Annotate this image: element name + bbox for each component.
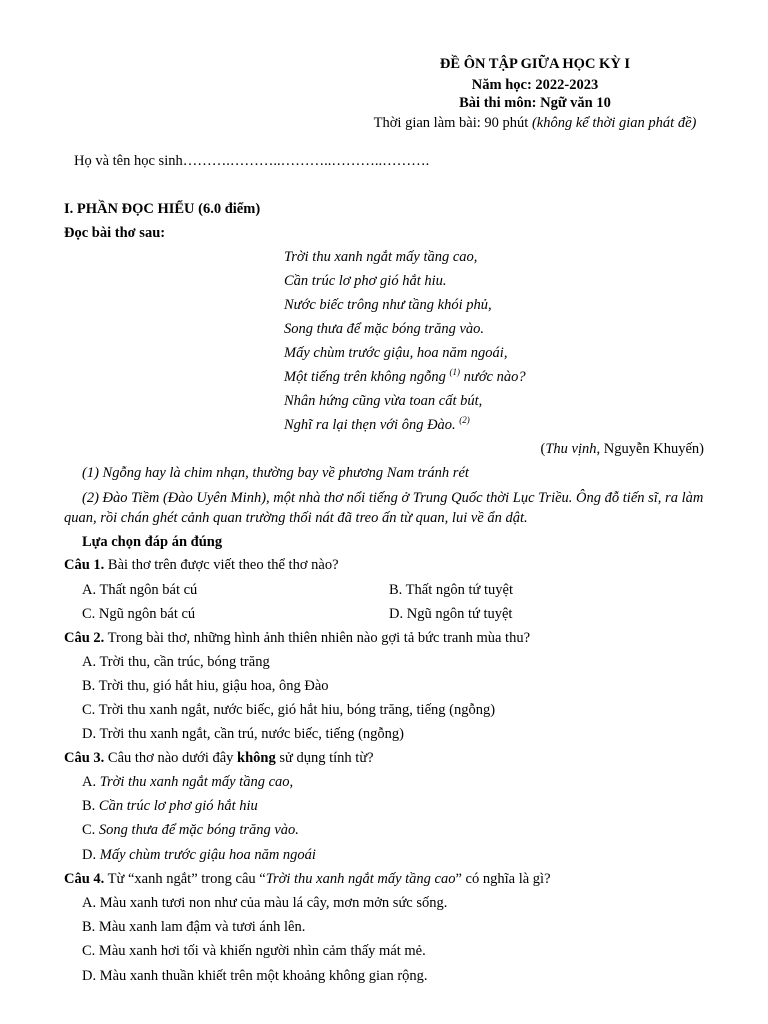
question-2-label: Câu 2. [64,630,105,646]
question-4-text-b: ” có nghĩa là gì? [455,871,551,887]
q2-option-c: C. Trời thu xanh ngắt, nước biếc, gió hắt hiu, bóng trăng, tiếng (ngỗng) [82,702,496,718]
question-2 [64,629,530,647]
poem-line-6-text-a: Một tiếng trên không ngỗng [284,369,450,385]
poem-line-8 [284,416,470,434]
q2-option-d: D. Trời thu xanh ngắt, cần trú, nước biếc, tiếng (ngỗng) [82,726,405,742]
poem-line-4: Song thưa để mặc bóng trăng vào. [284,321,485,337]
poem-line-6-text-b: nước nào? [460,369,526,385]
question-1 [64,556,339,574]
footnote-1: (1) Ngỗng hay là chim nhạn, thường bay về phương Nam tránh rét [82,465,469,481]
poem-line-7: Nhân hứng cũng vừa toan cất bút, [284,393,483,409]
poem-line-3: Nước biếc trông như tầng khói phủ, [284,297,492,313]
question-3-text-b: sử dụng tính từ? [275,750,374,766]
question-4-label: Câu 4. [64,871,105,887]
poem-line-5: Mấy chùm trước giậu, hoa năm ngoái, [284,345,508,361]
question-4-text-a: Từ “xanh ngắt” trong câu “ [104,871,266,887]
q3-option-b [82,797,258,815]
poem-line-8-text: Nghĩ ra lại thẹn với ông Đào. [284,417,460,433]
student-name-line: Họ và tên học sinh……….………..………..………..………. [74,153,430,169]
question-4 [64,870,551,888]
q3-option-a-letter: A. [82,774,100,790]
question-3-label: Câu 3. [64,750,105,766]
q4-option-a: A. Màu xanh tươi non như của màu lá cây, mơn mởn sức sống. [82,895,448,911]
question-3-emphasis: không [237,750,276,766]
question-4-quote: Trời thu xanh ngắt mấy tầng cao [265,871,456,887]
question-1-text: Bài thơ trên được viết theo thể thơ nào? [104,557,339,573]
q3-option-d [82,846,316,864]
section-instruction: Đọc bài thơ sau: [64,225,166,241]
q2-option-a: A. Trời thu, cần trúc, bóng trăng [82,654,270,670]
question-2-text: Trong bài thơ, những hình ảnh thiên nhiên nào gợi tả bức tranh mùa thu? [104,630,531,646]
school-year: Năm học: 2022-2023 [471,77,599,93]
q3-option-a [82,773,293,791]
q3-option-b-text: Cần trúc lơ phơ gió hắt hiu [98,798,258,814]
q1-option-d: D. Ngũ ngôn tứ tuyệt [389,606,513,622]
section-title: I. PHẦN ĐỌC HIỂU (6.0 điểm) [64,201,261,217]
q3-option-d-letter: D. [82,847,100,863]
footnote-2: (2) Đào Tiềm (Đào Uyên Minh), một nhà thơ nổi tiếng ở Trung Quốc thời Lục Triều. Ông đỗ tiến sĩ, ra làm quan, rồi chán ghét cảnh quan trường thối nát đã treo ấn từ quan, lui về ẩn dật. [64,490,704,526]
question-3-text-a: Câu thơ nào dưới đây [104,750,238,766]
exam-time [300,114,768,132]
q4-option-c: C. Màu xanh hơi tối và khiến người nhìn cảm thấy mát mẻ. [82,943,426,959]
q1-option-b: B. Thất ngôn tứ tuyệt [389,582,513,598]
q4-option-b: B. Màu xanh lam đậm và tươi ánh lên. [82,919,306,935]
source-open: ( [540,441,546,457]
q3-option-c-letter: C. [82,822,99,838]
q3-option-c-text: Song thưa để mặc bóng trăng vào. [98,822,299,838]
poem-source [540,440,704,458]
footnote-ref-1: (1) [449,367,461,377]
q3-option-c [82,821,299,839]
footnote-ref-2: (2) [459,415,470,425]
poem-line-2: Cần trúc lơ phơ gió hắt hiu. [284,273,447,289]
exam-title: ĐỀ ÔN TẬP GIỮA HỌC KỲ I [439,56,631,72]
q3-option-a-text: Trời thu xanh ngắt mấy tầng cao, [99,774,294,790]
source-title: Thu vịnh [545,441,597,457]
source-author: , Nguyễn Khuyến) [596,441,704,457]
q4-option-d: D. Màu xanh thuần khiết trên một khoảng không gian rộng. [82,968,428,984]
time-label: Thời gian làm bài: 90 phút [373,115,532,131]
q3-option-b-letter: B. [82,798,99,814]
exam-subject: Bài thi môn: Ngữ văn 10 [459,95,611,111]
q1-option-a: A. Thất ngôn bát cú [82,582,198,598]
q2-option-b: B. Trời thu, gió hắt hiu, giậu hoa, ông Đào [82,678,329,694]
poem-line-1: Trời thu xanh ngắt mấy tầng cao, [284,249,478,265]
poem-line-6 [284,368,526,386]
choose-answer-label: Lựa chọn đáp án đúng [82,534,223,550]
question-1-label: Câu 1. [64,557,105,573]
time-note: (không kể thời gian phát đề) [531,115,697,131]
q1-option-c: C. Ngũ ngôn bát cú [82,606,196,622]
q3-option-d-text: Mấy chùm trước giậu hoa năm ngoái [99,847,316,863]
question-3 [64,749,374,767]
